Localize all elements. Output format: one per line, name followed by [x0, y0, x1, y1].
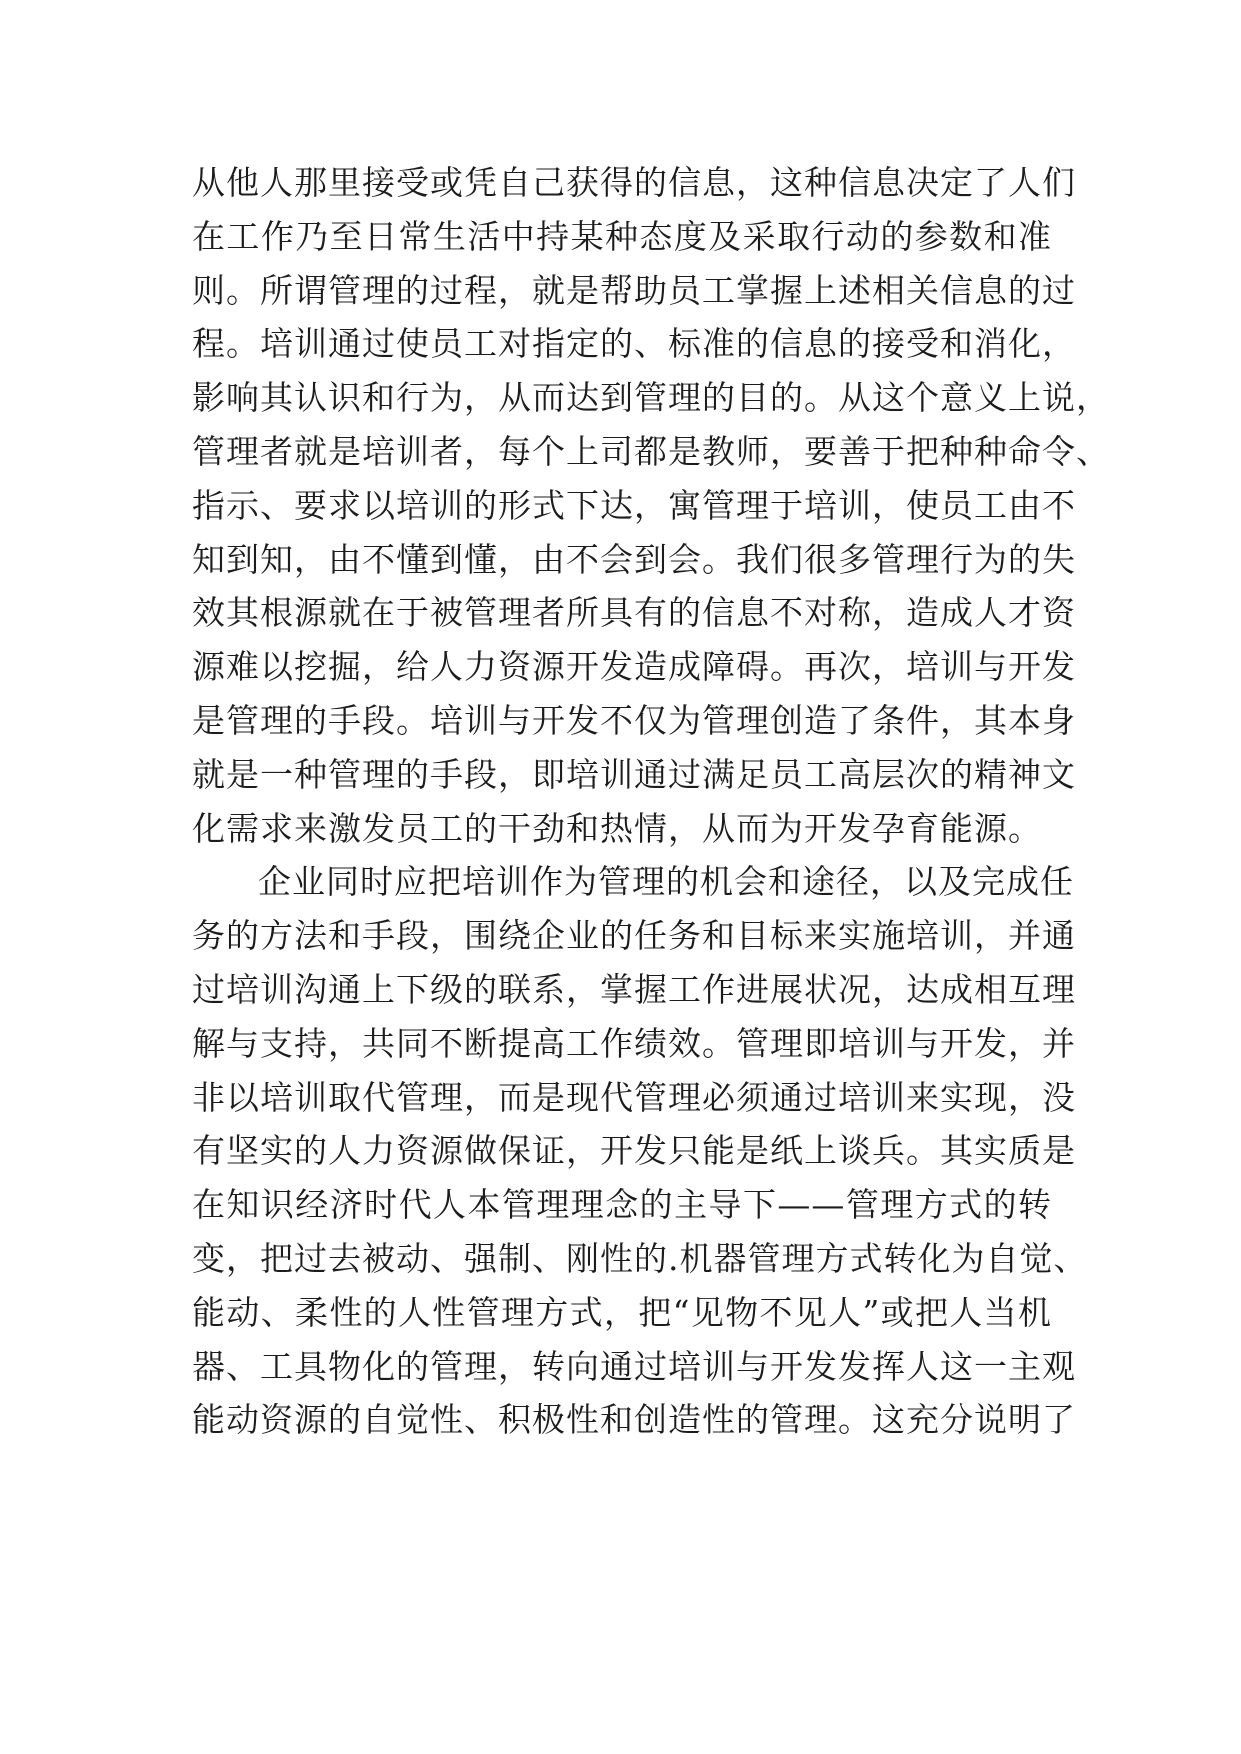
text-line: 务的方法和手段，围绕企业的任务和目标来实施培训，并通	[192, 916, 1076, 956]
paragraph	[192, 156, 1110, 855]
text-line: 非以培训取代管理，而是现代管理必须通过培训来实现，没	[192, 1077, 1076, 1117]
text-line: 变，把过去被动、强制、刚性的.机器管理方式转化为自觉、	[192, 1238, 1088, 1278]
text-line: 管理者就是培训者，每个上司都是教师，要善于把种种命令、	[192, 431, 1110, 471]
text-line: 影响其认识和行为，从而达到管理的目的。从这个意义上说，	[192, 378, 1110, 418]
text-line: 过培训沟通上下级的联系，掌握工作进展状况，达成相互理	[192, 969, 1076, 1009]
document-body	[192, 156, 1110, 1447]
text-line: 企业同时应把培训作为管理的机会和途径，以及完成任	[258, 862, 1074, 902]
text-line: 从他人那里接受或凭自己获得的信息，这种信息决定了人们	[192, 163, 1076, 202]
text-line: 解与支持，共同不断提高工作绩效。管理即培训与开发，并	[192, 1023, 1076, 1063]
text-line: 能动资源的自觉性、积极性和创造性的管理。这充分说明了	[192, 1400, 1076, 1440]
text-line: 能动、柔性的人性管理方式，把“见物不见人”或把人当机	[192, 1292, 1052, 1332]
text-line: 有坚实的人力资源做保证，开发只能是纸上谈兵。其实质是	[192, 1131, 1076, 1171]
text-line: 在工作乃至日常生活中持某种态度及采取行动的参数和准	[192, 216, 1052, 256]
text-line: 效其根源就在于被管理者所具有的信息不对称，造成人才资	[192, 593, 1076, 633]
text-line: 是管理的手段。培训与开发不仅为管理创造了条件，其本身	[192, 700, 1076, 740]
text-line: 在知识经济时代人本管理理念的主导下——管理方式的转	[192, 1185, 1052, 1225]
text-line: 指示、要求以培训的形式下达，寓管理于培训，使员工由不	[192, 485, 1076, 525]
text-line: 器、工具物化的管理，转向通过培训与开发发挥人这一主观	[192, 1346, 1076, 1386]
text-line: 化需求来激发员工的干劲和热情，从而为开发孕育能源。	[192, 808, 1042, 848]
text-line: 则。所谓管理的过程，就是帮助员工掌握上述相关信息的过	[192, 270, 1076, 310]
text-line: 知到知，由不懂到懂，由不会到会。我们很多管理行为的失	[192, 539, 1076, 579]
text-line: 源难以挖掘，给人力资源开发造成障碍。再次，培训与开发	[192, 647, 1076, 687]
paragraph	[192, 855, 1088, 1447]
text-line: 就是一种管理的手段，即培训通过满足员工高层次的精神文	[192, 754, 1076, 794]
text-line: 程。培训通过使员工对指定的、标准的信息的接受和消化，	[192, 324, 1076, 364]
